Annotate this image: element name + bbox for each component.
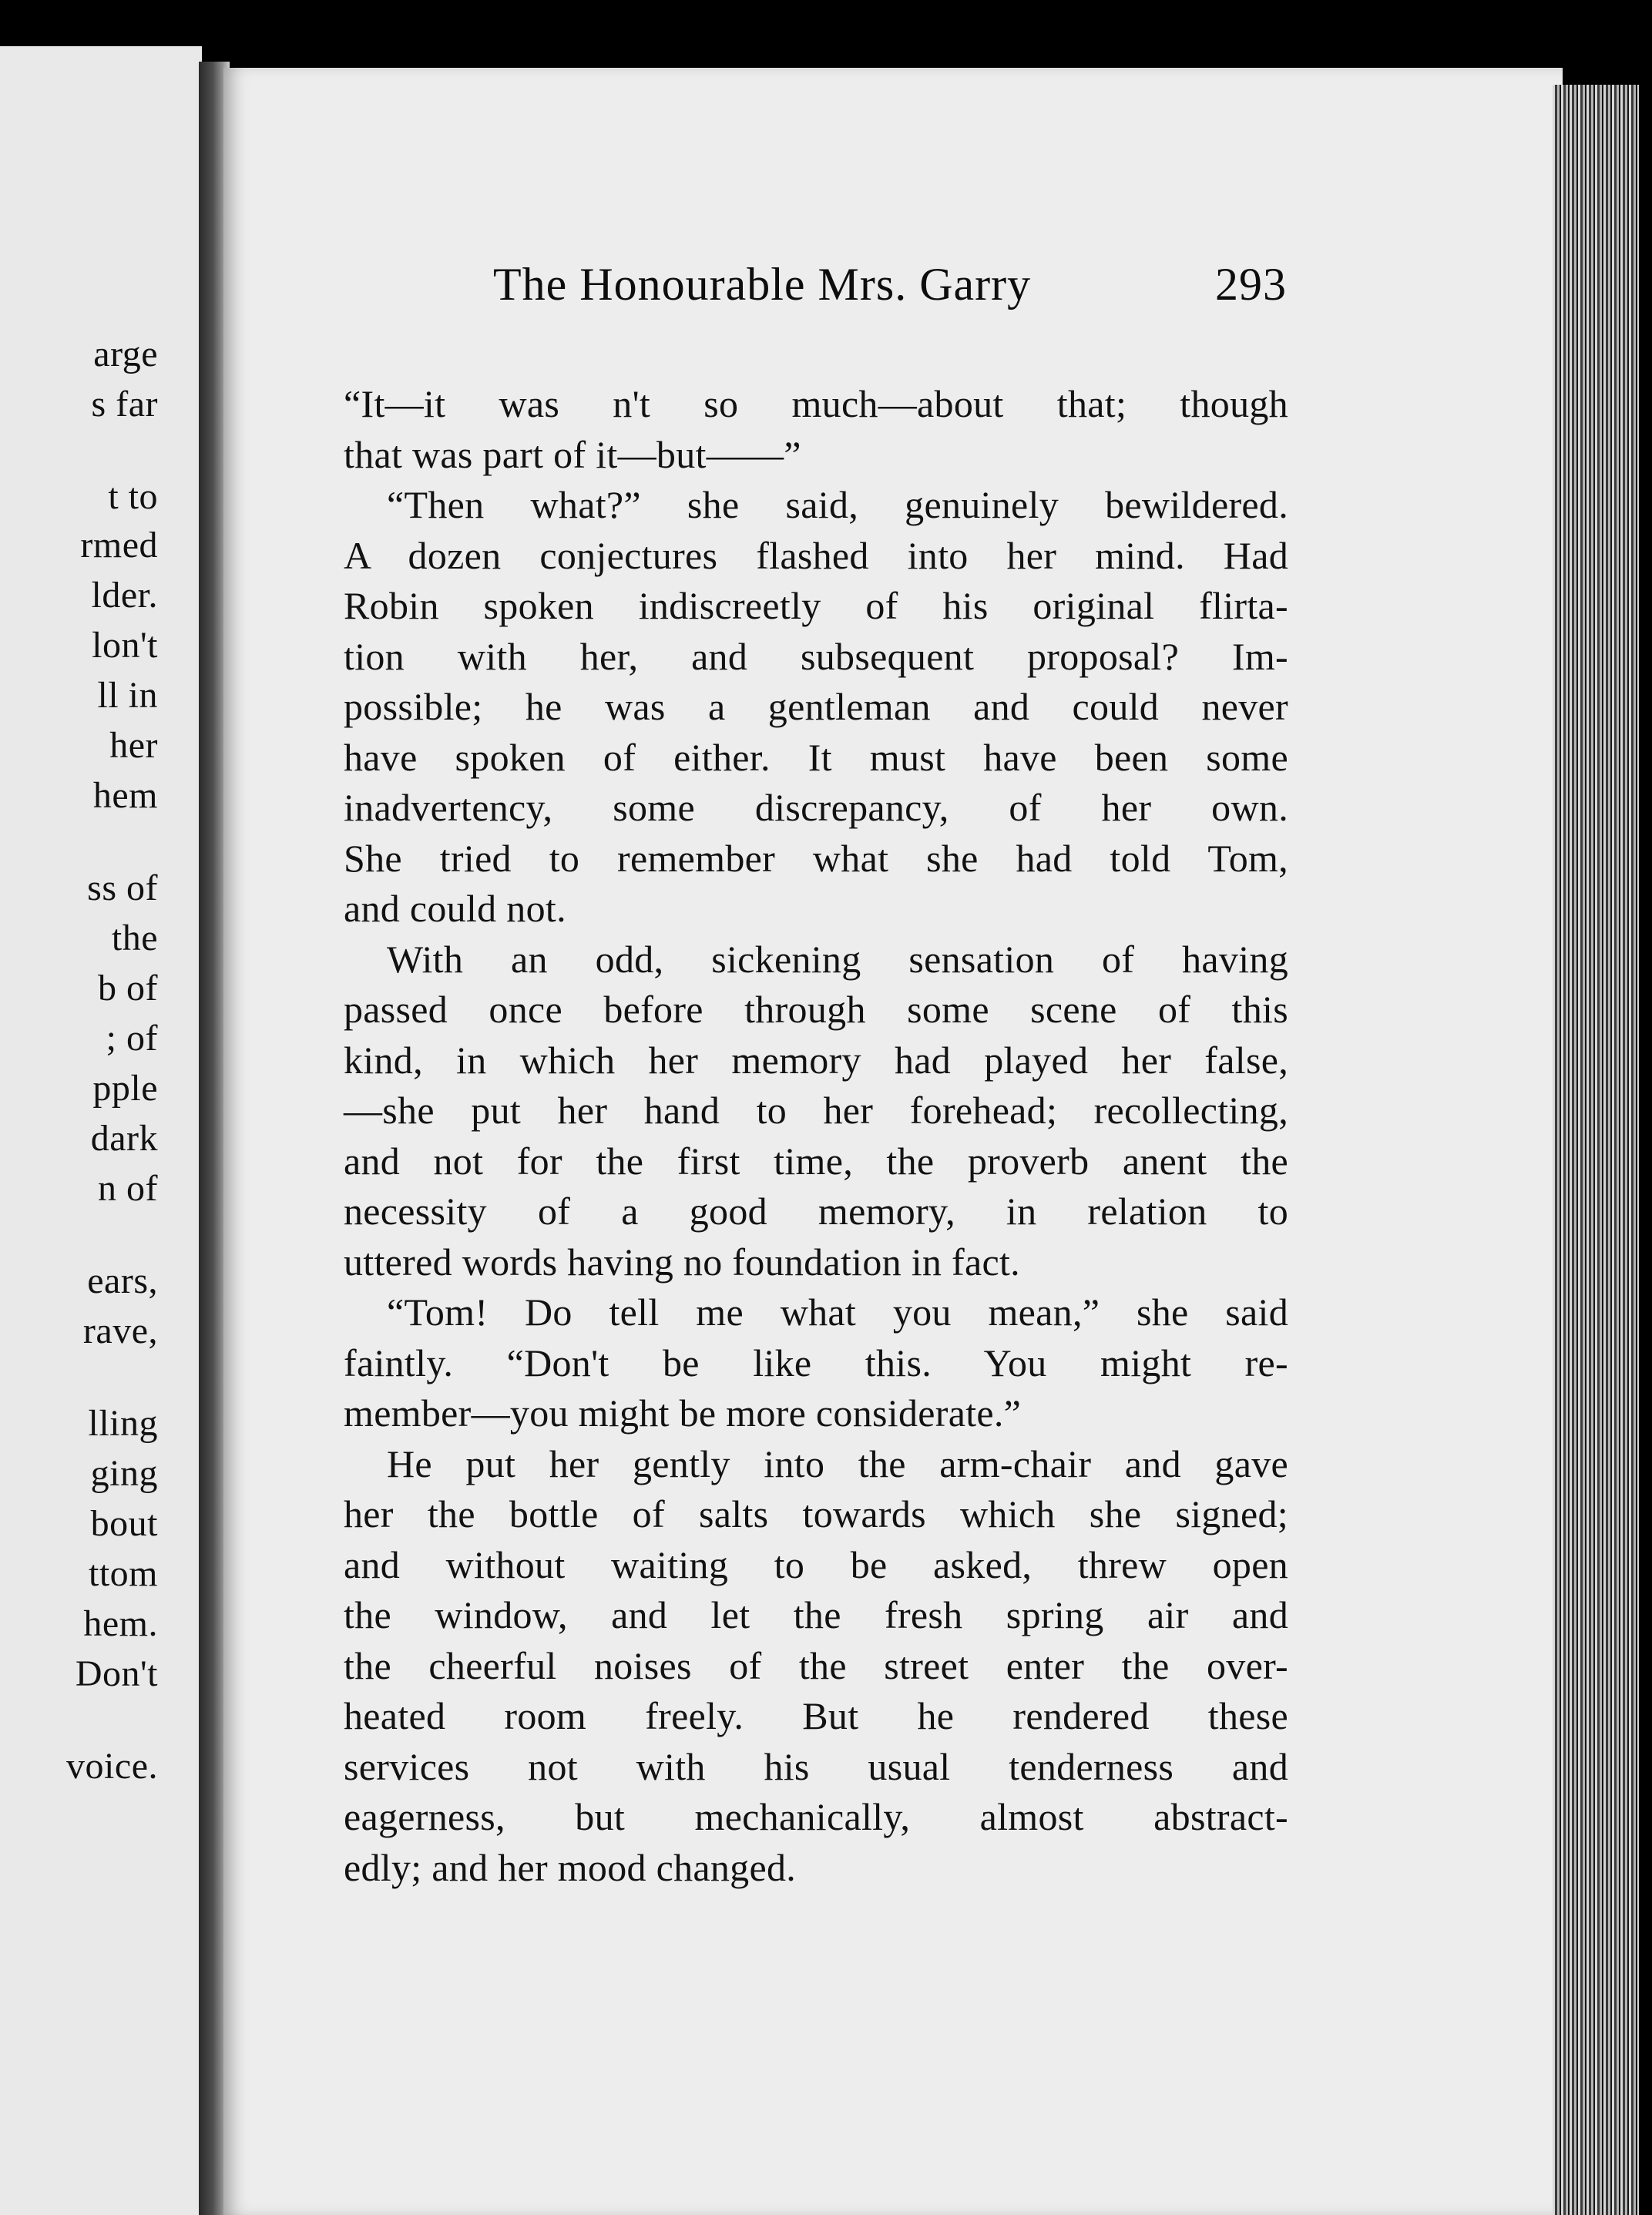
left-page-fragment: ; of: [106, 1018, 158, 1059]
text-line: faintly. “Don't be like this. You might re-: [344, 1341, 1288, 1384]
left-page-fragment: rmed: [80, 525, 158, 565]
text-line: eagerness, but mechanically, almost abstract-: [344, 1795, 1288, 1838]
left-page-fragment: t to: [108, 476, 158, 517]
left-page-fragment: pple: [92, 1068, 158, 1109]
left-page-fragment: Don't: [75, 1653, 158, 1694]
text-line: A dozen conjectures flashed into her mind. Had: [344, 533, 1288, 577]
left-page-fragment: n of: [98, 1168, 158, 1209]
text-line: and could not.: [344, 887, 566, 930]
text-line: necessity of a good memory, in relation to: [344, 1190, 1288, 1233]
left-page-fragment: ttom: [88, 1553, 158, 1594]
text-line: He put her gently into the arm-chair and gave: [387, 1441, 1288, 1485]
left-page-fragment: ging: [90, 1453, 158, 1494]
running-header: [493, 258, 1287, 320]
text-line: that was part of it—but——”: [344, 432, 801, 476]
running-title: The Honourable Mrs. Garry: [493, 259, 1032, 310]
left-page-fragment: ears,: [87, 1260, 158, 1301]
left-page-fragment: dark: [90, 1118, 158, 1159]
text-line: services not with his usual tenderness and: [344, 1744, 1288, 1788]
text-line: and without waiting to be asked, threw open: [344, 1542, 1288, 1586]
text-line: —she put her hand to her forehead; recollecting,: [344, 1089, 1288, 1132]
left-page-fragment: ll in: [97, 675, 158, 716]
text-line: “Tom! Do tell me what you mean,” she said: [387, 1290, 1288, 1334]
text-line: “It—it was n't so much—about that; though: [344, 382, 1288, 425]
left-page-fragment: the: [111, 918, 158, 958]
text-line: “Then what?” she said, genuinely bewildered.: [387, 483, 1288, 526]
text-line: the cheerful noises of the street enter the over-: [344, 1643, 1288, 1687]
left-page: [0, 46, 202, 2215]
text-line: have spoken of either. It must have been some: [344, 735, 1288, 779]
left-page-fragment: lder.: [91, 575, 158, 616]
text-line: passed once before through some scene of this: [344, 988, 1288, 1031]
text-line: tion with her, and subsequent proposal? Im-: [344, 634, 1288, 678]
text-line: With an odd, sickening sensation of having: [387, 937, 1288, 981]
text-line: inadvertency, some discrepancy, of her own.: [344, 786, 1288, 829]
text-line: edly; and her mood changed.: [344, 1845, 797, 1889]
left-page-fragment: lon't: [92, 625, 158, 666]
left-page-fragment: bout: [90, 1503, 158, 1544]
body-text: [344, 379, 1288, 1893]
left-page-fragment: rave,: [82, 1311, 158, 1351]
text-line: her the bottle of salts towards which she signed;: [344, 1492, 1288, 1535]
text-line: Robin spoken indiscreetly of his original flirta-: [344, 584, 1288, 627]
page-edges: [1553, 85, 1639, 2215]
text-line: heated room freely. But he rendered these: [344, 1694, 1288, 1737]
text-line: possible; he was a gentleman and could never: [344, 685, 1288, 728]
text-line: She tried to remember what she had told Tom,: [344, 836, 1288, 880]
left-page-fragment: b of: [98, 968, 158, 1008]
left-page-fragment: hem.: [83, 1603, 158, 1644]
left-page-fragment: voice.: [66, 1746, 158, 1787]
left-page-fragment: s far: [91, 384, 158, 425]
text-line: kind, in which her memory had played her false,: [344, 1038, 1288, 1082]
left-page-fragment: ss of: [87, 868, 158, 908]
left-page-fragment: her: [109, 725, 158, 766]
left-page-fragment: arge: [93, 334, 158, 374]
text-line: the window, and let the fresh spring air and: [344, 1593, 1288, 1636]
text-line: uttered words having no foundation in fact.: [344, 1240, 1020, 1284]
page-number: 293: [1215, 259, 1287, 310]
text-line: and not for the first time, the proverb anent the: [344, 1139, 1288, 1183]
text-line: member—you might be more considerate.”: [344, 1391, 1022, 1435]
left-page-fragment: hem: [92, 775, 158, 816]
left-page-fragment: lling: [88, 1403, 158, 1444]
